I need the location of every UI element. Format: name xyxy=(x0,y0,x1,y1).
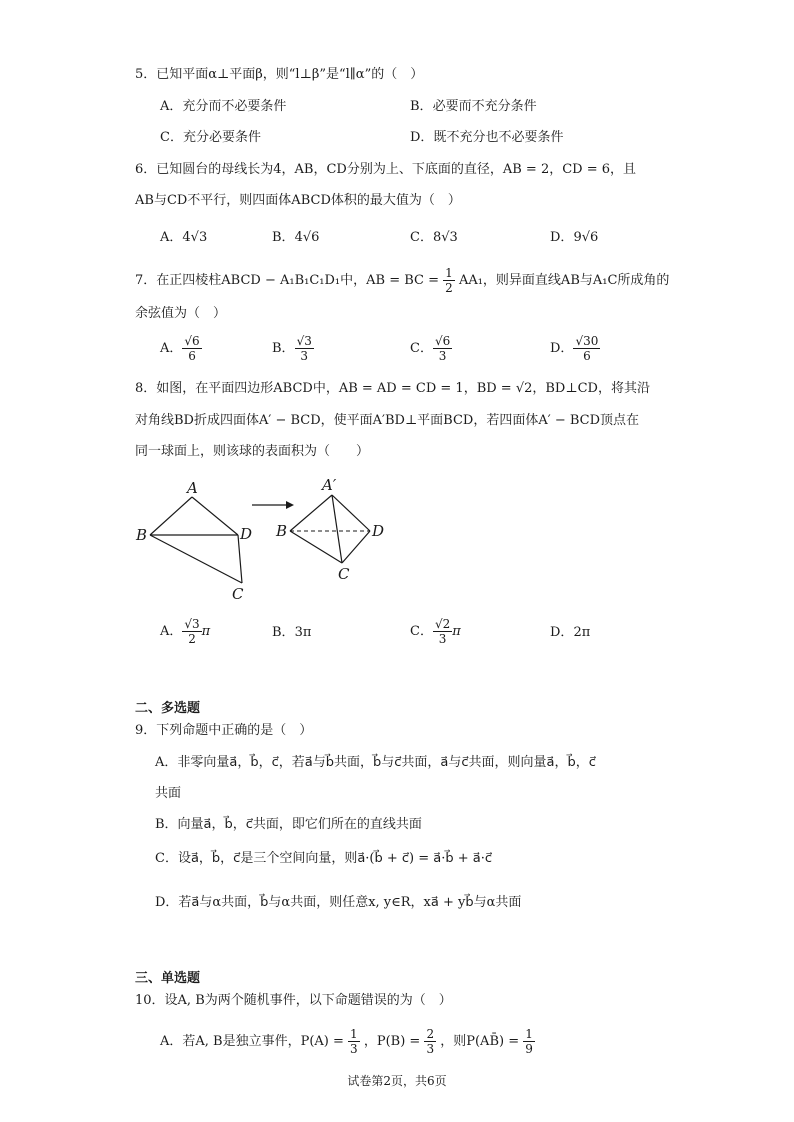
edge-d-c xyxy=(342,531,370,563)
label-b2: B xyxy=(276,522,288,540)
q7-option-a xyxy=(160,334,202,363)
q6-option-b-label: B． xyxy=(272,230,295,245)
q10-option-a xyxy=(160,1027,535,1056)
q9-option-d: D．若a⃗与α共面，b⃗与α共面，则任意x, y∈R，xa⃗ + yb⃗与α共面 xyxy=(155,895,522,910)
q6-option-c xyxy=(410,229,458,247)
section-title-multiple-choice: 二、多选题 xyxy=(135,701,201,716)
q8-option-a-suffix: π xyxy=(201,624,211,639)
q9-stem: 9．下列命题中正确的是（ ） xyxy=(135,723,313,738)
q7-frac-num: 1 xyxy=(445,266,453,280)
q10-frac-pa xyxy=(348,1027,360,1056)
q8-option-a-den: 2 xyxy=(188,632,196,646)
q8-option-c-label: C． xyxy=(410,624,433,639)
q5-stem: 5．已知平面α⊥平面β，则“l⊥β”是“l∥α”的（ ） xyxy=(135,67,424,82)
label-c: C xyxy=(232,585,244,603)
q5-option-b-label: B． xyxy=(410,99,433,114)
q7-option-b-fraction xyxy=(295,334,314,363)
q5-option-d-text: 既不充分也不必要条件 xyxy=(433,130,564,145)
q8-option-c-den: 3 xyxy=(438,632,447,646)
q5-option-d-label: D． xyxy=(410,130,434,145)
q8-option-a-label: A． xyxy=(160,624,183,639)
q8-option-d-label: D． xyxy=(550,625,574,640)
q7-stem-line2: 余弦值为（ ） xyxy=(135,306,227,321)
edge-a-b xyxy=(290,495,332,531)
label-d: D xyxy=(240,525,253,543)
q8-stem-line3: 同一球面上，则该球的表面积为（ ） xyxy=(135,444,370,459)
q5-option-c-label: C． xyxy=(160,130,183,145)
edge-bc xyxy=(150,535,242,583)
edge-ab xyxy=(150,497,192,535)
q10-frac-result-num: 1 xyxy=(525,1027,533,1041)
label-c2: C xyxy=(338,565,350,583)
q5-option-c-text: 充分必要条件 xyxy=(182,130,261,145)
q6-option-c-text: 8√3 xyxy=(432,230,458,245)
q7-option-d-den: 6 xyxy=(583,349,591,363)
section-title-single-choice: 三、单选题 xyxy=(135,971,201,986)
q8-option-c-fraction xyxy=(433,617,452,646)
q7-stem-fraction xyxy=(443,266,455,295)
q8-option-a-num: √3 xyxy=(184,617,200,631)
q8-option-b-label: B． xyxy=(272,625,295,640)
q7-option-d-fraction xyxy=(573,334,600,363)
q6-option-d-label: D． xyxy=(550,230,574,245)
q5-option-b xyxy=(410,98,537,116)
q6-option-b xyxy=(272,229,319,247)
q6-stem-line2: AB与CD不平行，则四面体ABCD体积的最大值为（ ） xyxy=(135,193,461,208)
edge-ad xyxy=(192,497,238,535)
q10-option-a-mid: ，P(B) = xyxy=(363,1034,421,1049)
edge-a-c xyxy=(332,495,342,563)
q7-option-b-label: B． xyxy=(272,341,295,356)
q10-option-a-mid2: ，则P(AB̄) = xyxy=(440,1034,520,1049)
page-footer: 试卷第2页，共6页 xyxy=(347,1074,447,1088)
q8-option-d-text: 2π xyxy=(573,625,591,640)
q6-option-d xyxy=(550,229,598,247)
q5-option-a-label: A． xyxy=(160,99,183,114)
label-b: B xyxy=(136,526,148,544)
q7-stem-part-a: 7．在正四棱柱ABCD − A₁B₁C₁D₁中，AB = BC = xyxy=(135,273,440,288)
q8-option-b-text: 3π xyxy=(294,625,312,640)
q8-figure xyxy=(130,475,410,605)
q10-frac-pb-den: 3 xyxy=(426,1042,435,1056)
q6-option-a-label: A． xyxy=(160,230,183,245)
q6-option-a-text: 4√3 xyxy=(182,230,208,245)
q9-option-a-line1: A．非零向量a⃗，b⃗，c⃗，若a⃗与b⃗共面，b⃗与c⃗共面，a⃗与c⃗共面，则向量a⃗，b⃗，c⃗ xyxy=(155,755,596,770)
q10-frac-pa-den: 3 xyxy=(350,1042,358,1056)
edge-a-d xyxy=(332,495,370,531)
q7-option-c-fraction xyxy=(433,334,452,363)
q8-left-figure xyxy=(135,479,252,603)
q7-option-a-label: A． xyxy=(160,341,183,356)
q9-option-b: B．向量a⃗，b⃗，c⃗共面，即它们所在的直线共面 xyxy=(155,817,422,832)
label-d2: D xyxy=(372,522,385,540)
q8-stem-line1: 8．如图，在平面四边形ABCD中，AB = AD = CD = 1，BD = √2，BD⊥CD，将其沿 xyxy=(135,381,650,396)
q10-frac-pa-num: 1 xyxy=(350,1027,358,1041)
q10-frac-result-den: 9 xyxy=(525,1042,533,1056)
q8-stem-line2: 对角线BD折成四面体A′ − BCD，使平面A′BD⊥平面BCD，若四面体A′ − BCD顶点在 xyxy=(135,413,640,428)
q7-option-d-label: D． xyxy=(550,341,574,356)
q5-option-d xyxy=(410,129,563,147)
label-a: A xyxy=(187,479,198,497)
q8-option-c-suffix: π xyxy=(452,624,461,639)
q7-option-c-den: 3 xyxy=(438,349,447,363)
q10-frac-result xyxy=(523,1027,535,1056)
label-a-prime: A′ xyxy=(322,476,337,494)
q5-option-c xyxy=(160,129,261,147)
q8-option-d xyxy=(550,624,590,642)
q7-option-b-num: √3 xyxy=(296,334,312,348)
q7-option-b xyxy=(272,334,314,363)
q7-option-d-num: √30 xyxy=(575,334,599,348)
q6-option-d-text: 9√6 xyxy=(573,230,599,245)
q6-stem-line1: 6．已知圆台的母线长为4，AB，CD分别为上、下底面的直径，AB = 2，CD = 6，且 xyxy=(135,162,637,177)
q10-option-a-pre: A．若A, B是独立事件，P(A) = xyxy=(160,1034,344,1049)
q7-option-d xyxy=(550,334,600,363)
q8-option-b xyxy=(272,624,311,642)
q7-option-b-den: 3 xyxy=(300,349,309,363)
q9-option-a-line2: 共面 xyxy=(155,786,182,801)
q8-right-figure xyxy=(275,476,384,583)
q9-option-c: C．设a⃗，b⃗，c⃗是三个空间向量，则a⃗·(b⃗ + c⃗) = a⃗·b⃗ + a⃗·c⃗ xyxy=(155,851,493,866)
q8-option-c xyxy=(410,617,461,646)
q10-frac-pb-num: 2 xyxy=(426,1027,435,1041)
arrow-icon xyxy=(252,501,294,509)
q7-stem-part-b: AA₁，则异面直线AB与A₁C所成角的 xyxy=(458,273,670,288)
q8-option-c-num: √2 xyxy=(434,617,451,631)
q5-option-a xyxy=(160,98,286,116)
q5-option-b-text: 必要而不充分条件 xyxy=(432,99,537,114)
q7-option-c-label: C． xyxy=(410,341,433,356)
q7-option-a-num: √6 xyxy=(184,334,200,348)
q7-stem-line1 xyxy=(135,266,669,295)
q7-option-a-den: 6 xyxy=(188,349,196,363)
q6-option-c-label: C． xyxy=(410,230,433,245)
q6-option-a xyxy=(160,229,207,247)
q5-option-a-text: 充分而不必要条件 xyxy=(182,99,287,114)
q7-option-c-num: √6 xyxy=(434,334,451,348)
q8-option-a xyxy=(160,617,210,646)
q8-option-a-fraction xyxy=(182,617,201,646)
edge-b-c xyxy=(290,531,342,563)
q7-option-c xyxy=(410,334,452,363)
q6-option-b-text: 4√6 xyxy=(294,230,320,245)
q7-frac-den: 2 xyxy=(445,281,453,295)
q10-stem: 10．设A, B为两个随机事件，以下命题错误的为（ ） xyxy=(135,993,452,1008)
q10-frac-pb xyxy=(424,1027,436,1056)
q7-option-a-fraction xyxy=(182,334,201,363)
